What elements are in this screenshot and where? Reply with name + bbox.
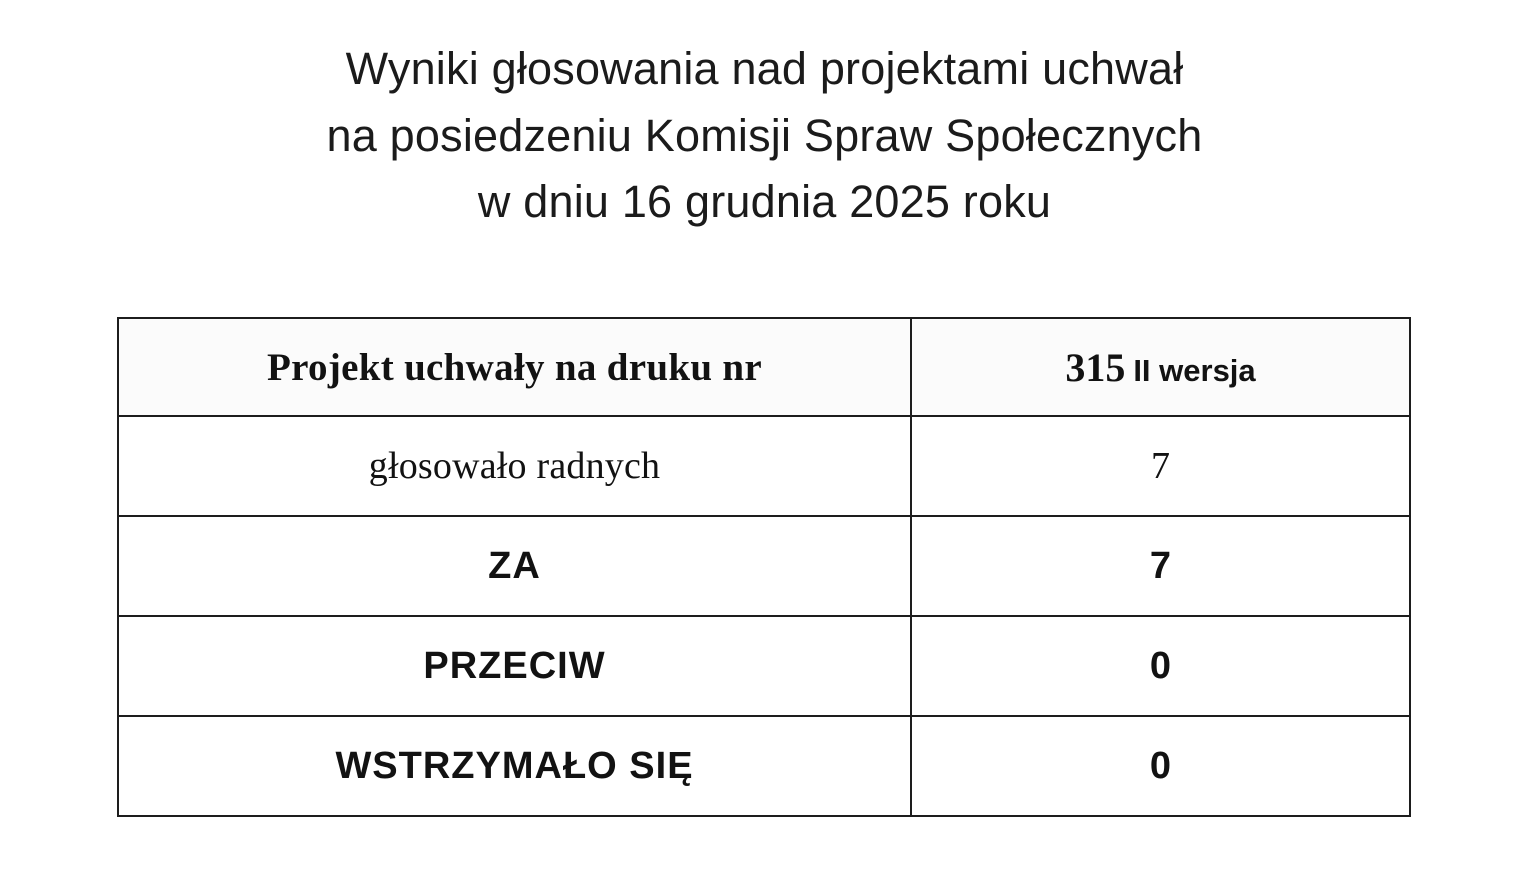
table-row [118,416,1410,516]
row-label-glosowalo-radnych: głosowało radnych [118,416,911,516]
header-value-cell [911,318,1410,416]
vote-results-table [117,317,1411,817]
row-label-wstrzymalo-sie: WSTRZYMAŁO SIĘ [118,716,911,816]
page-title-line-1: Wyniki głosowania nad projektami uchwał [345,43,1184,94]
page-title-line-2: na posiedzeniu Komisji Spraw Społecznych [326,109,1203,161]
row-value-glosowalo-radnych: 7 [911,416,1410,516]
table-row [118,616,1410,716]
row-value-za: 7 [911,516,1410,616]
table-row-header [118,318,1410,416]
row-value-przeciw: 0 [911,616,1410,716]
resolution-number: 315 [1065,344,1126,390]
row-value-wstrzymalo-sie: 0 [911,716,1410,816]
resolution-version: II wersja [1133,352,1256,388]
table-row [118,716,1410,816]
row-label-przeciw: PRZECIW [118,616,911,716]
row-label-za: ZA [118,516,911,616]
page-title-line-3: w dniu 16 grudnia 2025 roku [477,176,1052,228]
vote-results-table-wrapper [117,317,1409,817]
table-row [118,516,1410,616]
page-title [0,0,1529,236]
header-label-cell: Projekt uchwały na druku nr [118,318,911,416]
